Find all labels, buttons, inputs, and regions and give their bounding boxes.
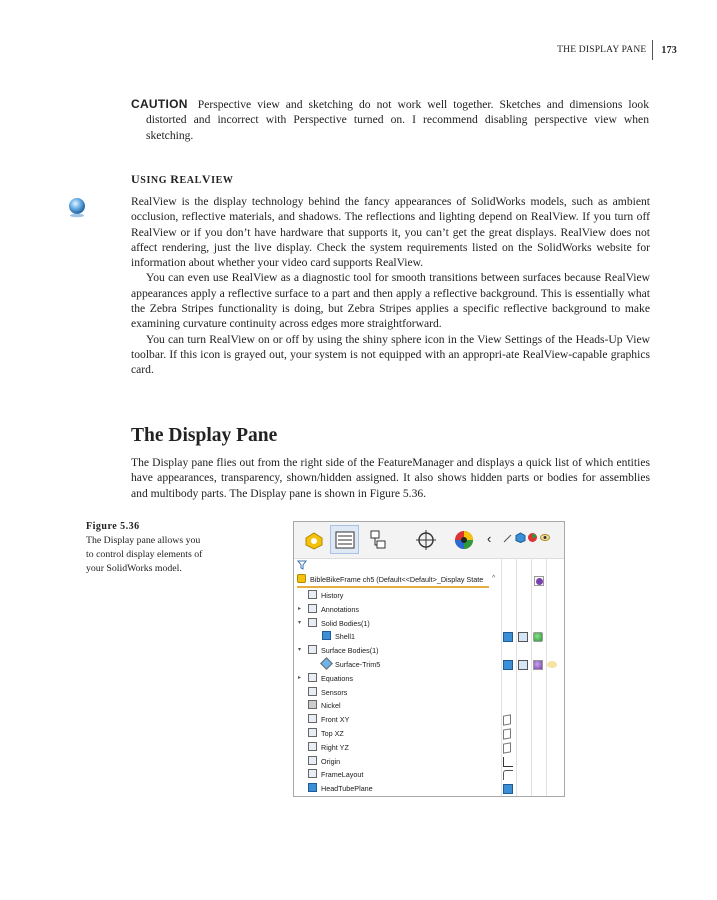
display-mode-icon[interactable] <box>503 784 513 794</box>
tree-item-equations[interactable] <box>308 672 353 685</box>
filter-icon[interactable] <box>297 560 307 570</box>
hide-show-icon <box>503 534 512 543</box>
root-appearance-cell[interactable] <box>534 576 544 586</box>
tree-item-label: Surface-Trim5 <box>335 660 381 669</box>
tree-item-label: Sensors <box>321 687 348 697</box>
tree-item-surface-bodies-1[interactable] <box>308 644 379 657</box>
annotations-icon <box>308 604 317 613</box>
display-mode-icon[interactable] <box>503 660 513 670</box>
featuremanager-tabs <box>294 522 564 559</box>
color-wheel-icon <box>453 529 475 551</box>
caution-text: Perspective view and sketching do not work well together. Sketches and dimensions look distorted and incorrect with Perspective turned on. I recommend disabling perspective view when sketching. <box>146 98 649 142</box>
appearance-icon <box>527 532 538 543</box>
tree-item-right-yz[interactable] <box>308 741 349 754</box>
realview-heading: USING REALVIEW <box>131 172 234 186</box>
tab-dimxpert[interactable] <box>412 526 439 553</box>
sensors-icon <box>308 687 317 696</box>
scroll-up-icon[interactable]: ^ <box>492 575 496 582</box>
tree-item-solid-bodies-1[interactable] <box>308 617 370 630</box>
featuremanager-icon <box>303 529 325 551</box>
realview-paragraph-3: You can turn RealView on or off by using the shiny sphere icon in the View Settings of the Heads-Up View toolbar. If this icon is grayed out, your system is not equipped with an appropri-ate RealView-capable graphics card. <box>131 332 650 377</box>
top-xz-icon <box>308 728 317 737</box>
shell1-icon <box>322 631 331 640</box>
section-title: THE DISPLAY PANE <box>557 40 653 60</box>
display-pane-screenshot <box>293 521 565 797</box>
eye-icon[interactable] <box>547 661 557 668</box>
selection-underline <box>297 586 489 588</box>
display-pane-body <box>131 455 650 501</box>
history-icon <box>308 590 317 599</box>
collapse-chevron-icon[interactable]: ‹ <box>487 531 492 546</box>
tree-item-label: Top XZ <box>321 729 344 738</box>
crosshair-icon <box>415 529 437 551</box>
display-style-icon[interactable] <box>518 660 528 670</box>
tree-item-headtubeplane[interactable] <box>308 782 373 795</box>
tab-featuremanager[interactable] <box>300 526 327 553</box>
caution-note <box>131 97 649 143</box>
equations-icon <box>308 673 317 682</box>
tree-item-shell1[interactable] <box>322 630 355 643</box>
tree-item-label: Front XY <box>321 715 350 725</box>
body-cube-icon <box>515 532 526 543</box>
headtubeplane-icon <box>308 783 317 792</box>
figure-label: Figure 5.36 <box>86 521 140 532</box>
sketch-icon[interactable] <box>503 770 513 780</box>
tree-item-label: Shell1 <box>335 632 355 642</box>
tree-expander-icon[interactable]: ▾ <box>298 619 302 626</box>
tab-displaymanager[interactable] <box>450 526 477 553</box>
display-pane-heading: The Display Pane <box>131 425 278 446</box>
nickel-icon <box>308 700 317 709</box>
tree-item-label: Origin <box>321 756 341 766</box>
tab-configurationmanager[interactable] <box>364 526 391 553</box>
tree-item-label: Annotations <box>321 604 359 614</box>
surface-bodies-1-icon <box>308 645 317 654</box>
tree-item-label: HeadTubePlane <box>321 784 373 794</box>
realview-body <box>131 194 650 378</box>
tree-item-sensors[interactable] <box>308 686 347 699</box>
display-mode-icon[interactable] <box>503 632 513 642</box>
realview-sphere-icon <box>66 196 88 218</box>
tree-item-nickel[interactable] <box>308 699 341 712</box>
realview-paragraph-1: RealView is the display technology behind the fancy appearances of SolidWorks models, such as ambient occlusion, reflective materials, and shadows. The reflections and lighting depend on RealView. If you turn off RealView or if you don’t have hardware that supports it, you can’t get the great displays. RealView does not affect rendering, just the live display. Check the system requirements listed on the SolidWorks website for information about whether your video card supports RealView. <box>131 195 650 270</box>
right-yz-icon <box>308 742 317 751</box>
tree-expander-icon[interactable]: ▸ <box>298 674 302 681</box>
realview-paragraph-2: You can even use RealView as a diagnostic tool for smooth transitions between surfaces because RealView appearances apply a reflective surface to a part and then apply a reflective background. This is essentially what the Zebra Stripes functionality is doing, but Zebra Stripes applies a specific reflective background to make examining curvature continuity across edges more straightforward. <box>131 271 650 331</box>
page-number: 173 <box>661 44 677 56</box>
tree-expander-icon[interactable]: ▸ <box>298 605 302 612</box>
tree-item-framelayout[interactable] <box>308 768 363 781</box>
tree-item-label: Solid Bodies(1) <box>321 618 370 628</box>
origin-icon[interactable] <box>503 757 513 767</box>
tree-item-label: History <box>321 591 344 600</box>
tab-propertymanager[interactable] <box>330 525 359 554</box>
tree-root-row[interactable] <box>297 573 489 586</box>
tree-item-top-xz[interactable] <box>308 727 344 740</box>
plane-icon[interactable] <box>503 742 511 753</box>
plane-icon[interactable] <box>503 714 511 725</box>
tree-item-label: Surface Bodies(1) <box>321 646 379 656</box>
tree-item-label: FrameLayout <box>321 770 364 780</box>
figure-caption <box>86 520 206 576</box>
origin-icon <box>308 756 317 765</box>
plane-icon[interactable] <box>503 728 511 739</box>
solid-bodies-1-icon <box>308 618 317 627</box>
tree-item-label: Right YZ <box>321 742 349 752</box>
display-style-icon[interactable] <box>518 632 528 642</box>
tree-item-surface-trim5[interactable] <box>322 658 380 671</box>
tree-item-origin[interactable] <box>308 755 340 768</box>
configurationmanager-icon <box>369 530 387 550</box>
caution-label: CAUTION <box>131 97 188 111</box>
tree-item-front-xy[interactable] <box>308 713 349 726</box>
propertymanager-icon <box>335 531 355 549</box>
figure-caption-text: The Display pane allows you to control display elements of your SolidWorks model. <box>86 535 203 574</box>
appearance-green-icon[interactable] <box>533 632 543 642</box>
appearance-purple-icon[interactable] <box>533 660 543 670</box>
tree-item-history[interactable] <box>308 589 343 602</box>
running-header <box>557 40 677 60</box>
framelayout-icon <box>308 769 317 778</box>
front-xy-icon <box>308 714 317 723</box>
tree-root-label: BibleBikeFrame ch5 (Default<<Default>_Display State <box>310 575 484 584</box>
tree-expander-icon[interactable]: ▾ <box>298 647 302 654</box>
tree-item-label: Nickel <box>321 701 341 711</box>
tree-item-annotations[interactable] <box>308 603 359 616</box>
surface-trim5-icon <box>320 657 333 670</box>
display-pane-paragraph: The Display pane flies out from the right side of the FeatureManager and displays a quick list of which entities have appearances, transparency, shown/hidden assigned. It also shows hidden parts or bodies for assemblies and multibody parts. The Display pane is shown in Figure 5.36. <box>131 456 650 500</box>
tree-item-label: Equations <box>321 673 353 683</box>
eye-icon <box>540 533 550 542</box>
